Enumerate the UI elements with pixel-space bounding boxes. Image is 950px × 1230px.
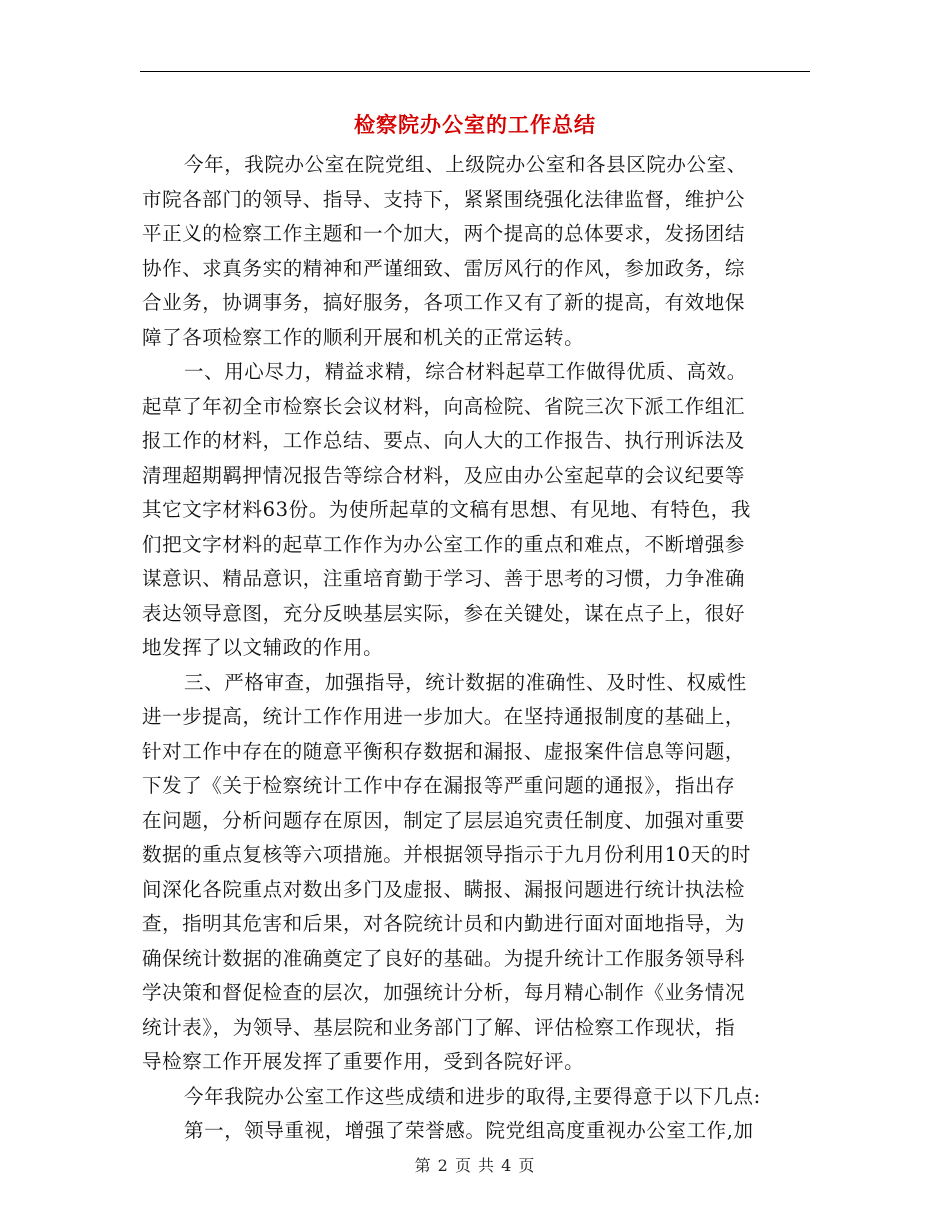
text-line: 在问题，分析问题存在原因，制定了层层追究责任制度、加强对重要 xyxy=(142,808,746,832)
text-line: 今年，我院办公室在院党组、上级院办公室和各县区院办公室、 xyxy=(184,153,747,176)
paragraph-point-one xyxy=(142,1114,814,1149)
text-line: 们把文字材料的起草工作作为办公室工作的重点和难点，不断增强参 xyxy=(142,532,746,556)
text-line: 市院各部门的领导、指导、支持下，紧紧围绕强化法律监督，维护公 xyxy=(142,187,746,211)
text-line: 第一，领导重视，增强了荣誉感。院党组高度重视办公室工作,加 xyxy=(184,1119,754,1142)
text-line: 清理超期羁押情况报告等综合材料，及应由办公室起草的会议纪要等 xyxy=(142,463,746,487)
text-line: 合业务，协调事务，搞好服务，各项工作又有了新的提高，有效地保 xyxy=(142,291,746,314)
text-line: 针对工作中存在的随意平衡积存数据和漏报、虚报案件信息等问题， xyxy=(142,739,746,763)
document-title: 检察院办公室的工作总结 xyxy=(354,112,596,137)
paragraph-intro xyxy=(142,148,814,355)
text-line: 一、用心尽力，精益求精，综合材料起草工作做得优质、高效。 xyxy=(184,360,747,383)
text-line: 平正义的检察工作主题和一个加大，两个提高的总体要求，发扬团结 xyxy=(142,222,746,245)
paragraph-section-one xyxy=(142,355,814,666)
text-line: 导检察工作开展发挥了重要作用，受到各院好评。 xyxy=(142,1050,585,1073)
text-line: 地发挥了以文辅政的作用。 xyxy=(142,636,384,659)
text-line: 起草了年初全市检察长会议材料，向高检院、省院三次下派工作组汇 xyxy=(142,394,746,418)
header-rule xyxy=(140,71,810,72)
page-number: 第 2 页 共 4 页 xyxy=(414,1156,536,1175)
text-line: 进一步提高，统计工作作用进一步加大。在坚持通报制度的基础上， xyxy=(142,705,746,728)
paragraph-summary-intro xyxy=(142,1080,814,1115)
text-line: 确保统计数据的准确奠定了良好的基础。为提升统计工作服务领导科 xyxy=(142,946,746,970)
text-line: 今年我院办公室工作这些成绩和进步的取得,主要得意于以下几点: xyxy=(184,1084,761,1108)
paragraph-section-three xyxy=(142,666,814,1080)
text-line: 协作、求真务实的精神和严谨细致、雷厉风行的作风，参加政务，综 xyxy=(142,256,746,280)
text-line: 三、严格审查，加强指导，统计数据的准确性、及时性、权威性 xyxy=(184,670,747,694)
text-line: 数据的重点复核等六项措施。并根据领导指示于九月份利用10天的时 xyxy=(142,843,751,866)
text-line: 学决策和督促检查的层次，加强统计分析，每月精心制作《业务情况 xyxy=(142,981,746,1004)
text-line: 下发了《关于检察统计工作中存在漏报等严重问题的通报》，指出存 xyxy=(142,774,736,797)
document-body xyxy=(142,148,814,1149)
text-line: 谋意识、精品意识，注重培育勤于学习、善于思考的习惯，力争准确 xyxy=(142,567,746,590)
text-line: 其它文字材料63份。为使所起草的文稿有思想、有见地、有特色，我 xyxy=(142,498,751,521)
text-line: 间深化各院重点对数出多门及虚报、瞒报、漏报问题进行统计执法检 xyxy=(142,877,746,901)
text-line: 统计表》，为领导、基层院和业务部门了解、评估检察工作现状，指 xyxy=(142,1015,736,1039)
text-line: 障了各项检察工作的顺利开展和机关的正常运转。 xyxy=(142,325,585,349)
text-line: 查，指明其危害和后果，对各院统计员和内勤进行面对面地指导，为 xyxy=(142,912,746,935)
text-line: 报工作的材料，工作总结、要点、向人大的工作报告、执行刑诉法及 xyxy=(142,429,746,452)
text-line: 表达领导意图，充分反映基层实际，参在关键处，谋在点子上，很好 xyxy=(142,601,746,625)
